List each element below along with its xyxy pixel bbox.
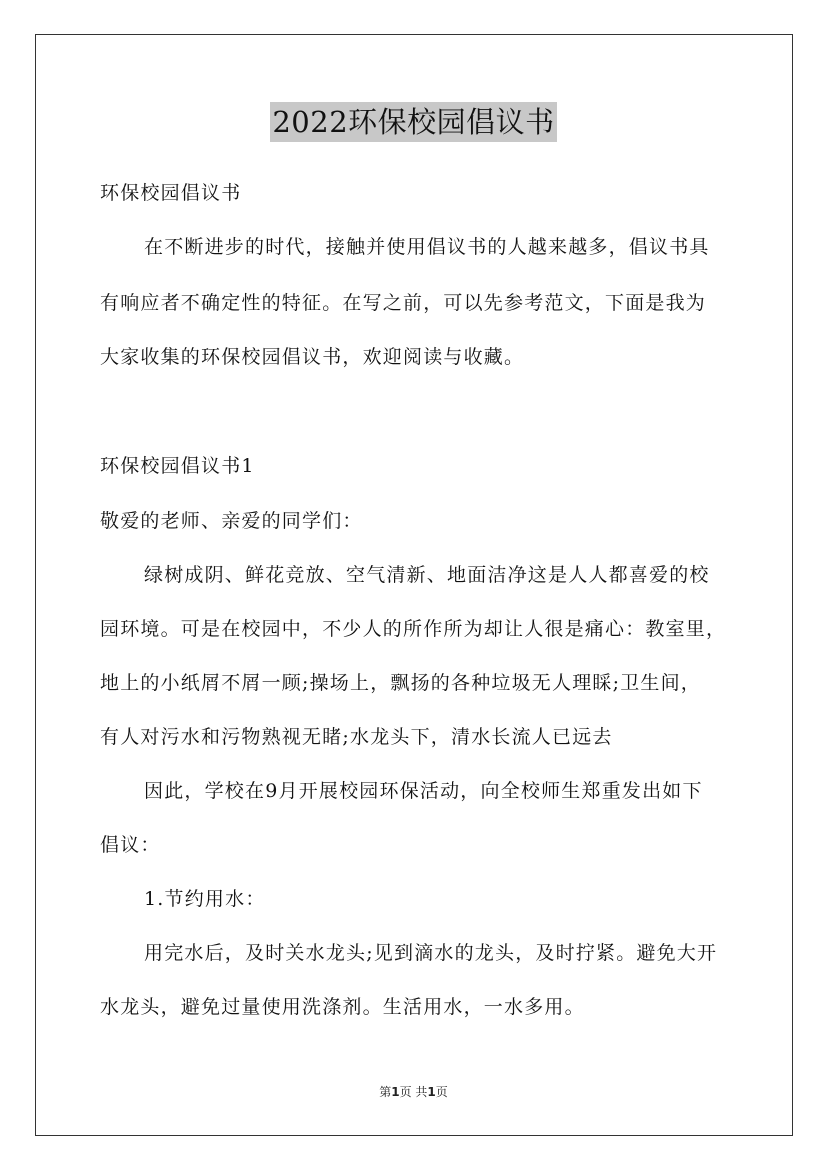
paragraph-line: 在不断进步的时代，接触并使用倡议书的人越来越多，倡议书具 (144, 236, 710, 258)
salutation: 敬爱的老师、亲爱的同学们： (100, 510, 363, 532)
paragraph-line: 水龙头，避免过量使用洗涤剂。生活用水，一水多用。 (100, 996, 585, 1018)
total-page-number: 1 (427, 1085, 436, 1099)
paragraph-line: 有人对污水和污物熟视无睹;水龙头下，清水长流人已远去 (100, 726, 613, 748)
title-container (0, 102, 827, 142)
section-heading: 环保校园倡议书1 (100, 455, 255, 477)
list-item-heading: 1.节约用水： (144, 888, 266, 910)
paragraph-line: 因此，学校在9月开展校园环保活动，向全校师生郑重发出如下 (144, 780, 703, 802)
footer-text: 页 (435, 1085, 448, 1099)
paragraph-line: 园环境。可是在校园中，不少人的所作所为却让人很是痛心：教室里， (100, 618, 727, 640)
intro-heading: 环保校园倡议书 (100, 182, 242, 204)
page-footer (0, 1084, 827, 1100)
paragraph-line: 有响应者不确定性的特征。在写之前，可以先参考范文，下面是我为 (100, 292, 707, 314)
paragraph-line: 地上的小纸屑不屑一顾;操场上，飘扬的各种垃圾无人理睬;卫生间， (100, 672, 702, 694)
footer-text: 页 共 (399, 1085, 428, 1099)
current-page-number: 1 (391, 1085, 400, 1099)
paragraph-line: 用完水后，及时关水龙头;见到滴水的龙头，及时拧紧。避免大开 (144, 942, 718, 964)
paragraph-line: 大家收集的环保校园倡议书，欢迎阅读与收藏。 (100, 346, 525, 368)
footer-text: 第 (379, 1085, 392, 1099)
paragraph-line: 绿树成阴、鲜花竞放、空气清新、地面洁净这是人人都喜爱的校 (144, 564, 710, 586)
paragraph-line: 倡议： (100, 834, 161, 856)
document-title: 2022环保校园倡议书 (270, 102, 556, 142)
